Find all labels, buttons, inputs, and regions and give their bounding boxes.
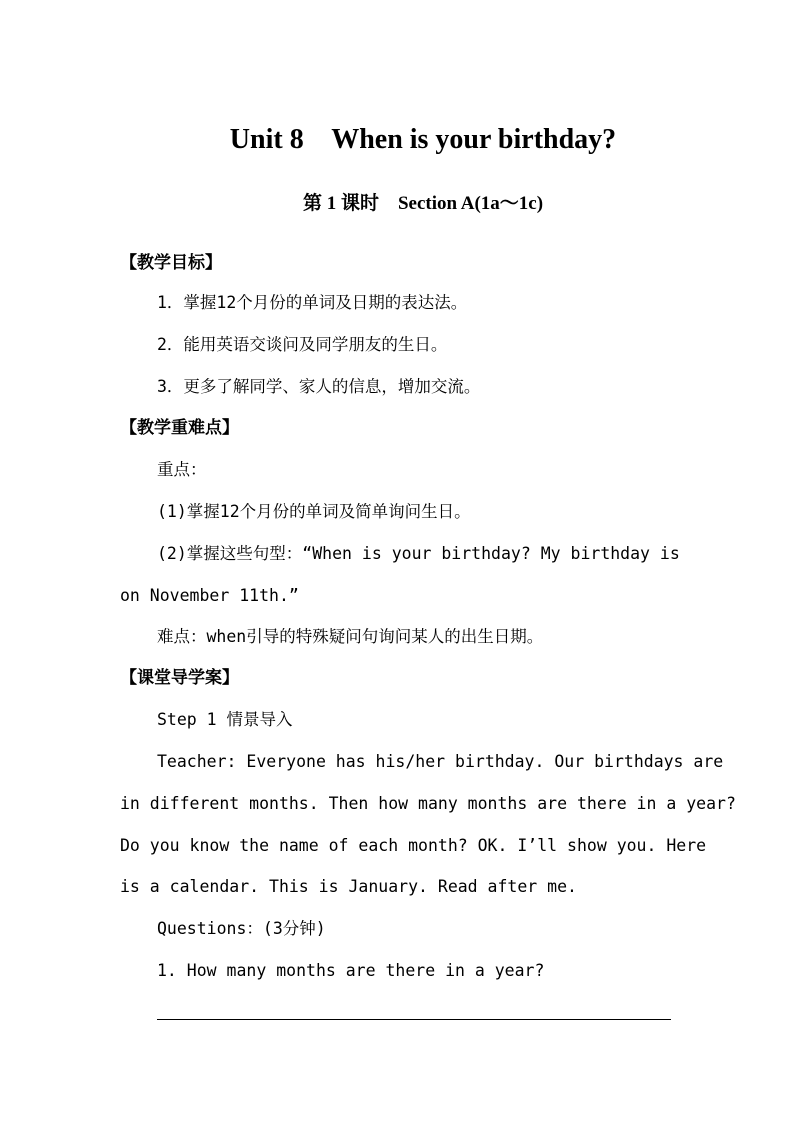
objective-item: 1．掌握12个月份的单词及日期的表达法。 (157, 293, 468, 312)
document-title: Unit 8 When is your birthday? (229, 124, 617, 155)
question-item: 1. How many months are there in a year? (157, 961, 545, 980)
objectives-heading: 【教学目标】 (120, 253, 222, 273)
focus-label: 重点： (157, 460, 207, 479)
guide-heading: 【课堂导学案】 (120, 668, 239, 688)
objective-item: 3．更多了解同学、家人的信息，增加交流。 (157, 377, 481, 396)
step-label: Step 1 情景导入 (157, 710, 293, 729)
answer-blank-line[interactable] (157, 1019, 671, 1020)
focus-item-continuation: on November 11th.” (120, 586, 299, 605)
difficulty-text: 难点：when引导的特殊疑问句询问某人的出生日期。 (157, 627, 544, 646)
focus-item: (1)掌握12个月份的单词及简单询问生日。 (157, 502, 471, 521)
objective-item: 2．能用英语交谈问及同学朋友的生日。 (157, 335, 448, 354)
teacher-text-line: is a calendar. This is January. Read after me. (120, 877, 577, 896)
lesson-subtitle: 第 1 课时 Section A(1a～1c) (302, 193, 544, 214)
teacher-text-line: Do you know the name of each month? OK. I’ll show you. Here (120, 836, 707, 855)
key-points-heading: 【教学重难点】 (120, 418, 239, 438)
teacher-text-line: Teacher: Everyone has his/her birthday. Our birthdays are (157, 752, 724, 771)
focus-item: (2)掌握这些句型：“When is your birthday? My birthday is (157, 544, 680, 563)
teacher-text-line: in different months. Then how many months are there in a year? (120, 794, 736, 813)
questions-label: Questions：(3分钟) (157, 919, 326, 938)
